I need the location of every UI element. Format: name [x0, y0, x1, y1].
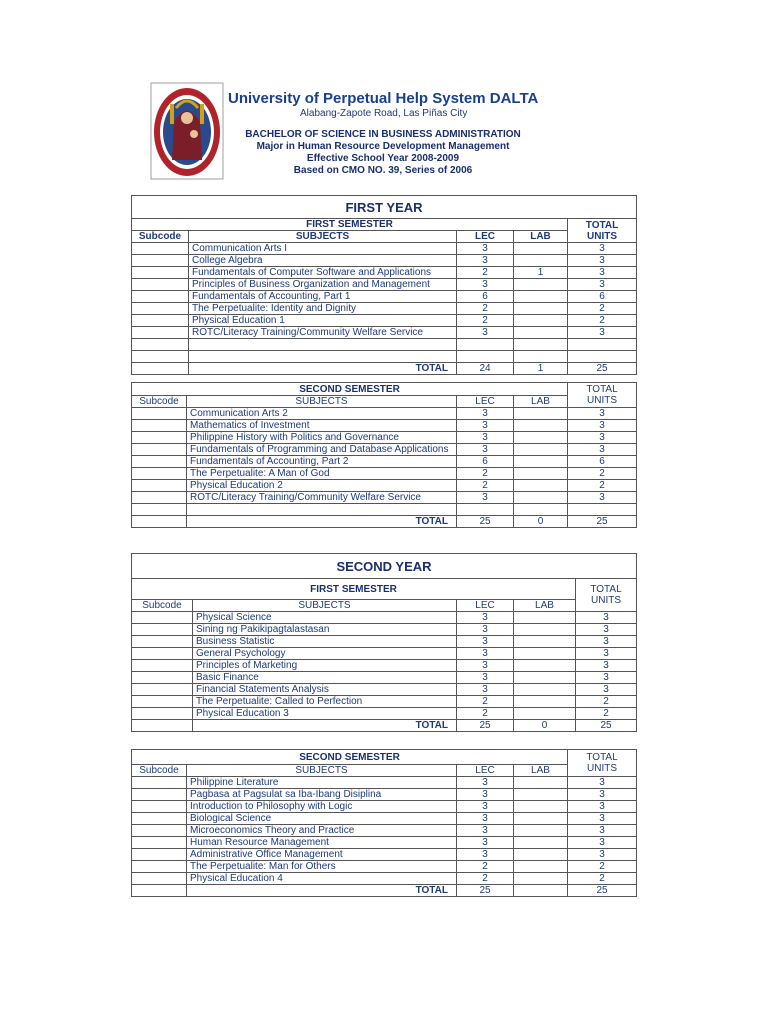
- subject-cell: Business Statistic: [193, 636, 457, 648]
- table-row: [132, 660, 637, 672]
- table-row: [132, 291, 637, 303]
- subject-cell: Philippine History with Politics and Governance: [187, 432, 457, 444]
- cmo-basis: Based on CMO NO. 39, Series of 2006: [293, 165, 473, 176]
- subject-cell: Principles of Marketing: [193, 660, 457, 672]
- total-units: 25: [568, 516, 637, 528]
- subcode-cell: [132, 684, 193, 696]
- lec-cell: 3: [457, 789, 514, 801]
- subcode-cell: [132, 861, 187, 873]
- total-units: 25: [576, 720, 637, 732]
- year-title: SECOND YEAR: [132, 554, 637, 579]
- total-label: TOTAL: [187, 885, 457, 897]
- lec-cell: 3: [457, 279, 514, 291]
- lab-cell: [514, 468, 568, 480]
- subjects-header: SUBJECTS: [187, 765, 457, 777]
- units-cell: 2: [568, 861, 637, 873]
- lec-cell: 3: [457, 420, 514, 432]
- table-row: [132, 624, 637, 636]
- total-units-header: TOTAL UNITS: [576, 579, 637, 612]
- subcode-cell: [132, 279, 189, 291]
- lab-cell: [514, 444, 568, 456]
- subjects-header: SUBJECTS: [193, 600, 457, 612]
- subject-cell: Fundamentals of Programming and Database Applications: [187, 444, 457, 456]
- subject-cell: College Algebra: [189, 255, 457, 267]
- lab-cell: [514, 624, 576, 636]
- table-row: [132, 873, 637, 885]
- semester-title: SECOND SEMESTER: [132, 383, 568, 396]
- units-cell: 3: [568, 801, 637, 813]
- subject-cell: The Perpetualite: Called to Perfection: [193, 696, 457, 708]
- lec-cell: 6: [457, 456, 514, 468]
- lec-cell: 3: [457, 777, 514, 789]
- lec-cell: 3: [457, 801, 514, 813]
- total-lec: 24: [457, 363, 514, 375]
- subject-cell: Physical Education 3: [193, 708, 457, 720]
- subcode-cell: [132, 516, 187, 528]
- units-cell: 3: [568, 444, 637, 456]
- units-cell: 3: [568, 432, 637, 444]
- subject-cell: Fundamentals of Accounting, Part 1: [189, 291, 457, 303]
- lab-cell: [514, 315, 568, 327]
- units-cell: 3: [568, 267, 637, 279]
- blank-cell: [457, 339, 514, 351]
- subcode-cell: [132, 291, 189, 303]
- lab-cell: [514, 777, 568, 789]
- lec-cell: 3: [457, 825, 514, 837]
- total-label: TOTAL: [187, 516, 457, 528]
- units-cell: 2: [568, 315, 637, 327]
- lec-cell: 2: [457, 696, 514, 708]
- subject-cell: Mathematics of Investment: [187, 420, 457, 432]
- first-year-second-semester-table: [131, 382, 637, 528]
- subcode-cell: [132, 243, 189, 255]
- subcode-cell: [132, 315, 189, 327]
- subcode-cell: [132, 873, 187, 885]
- blank-cell: [514, 504, 568, 516]
- table-row: [132, 408, 637, 420]
- units-cell: 3: [568, 279, 637, 291]
- subcode-cell: [132, 837, 187, 849]
- subcode-cell: [132, 708, 193, 720]
- table-row: [132, 255, 637, 267]
- blank-row: [132, 339, 637, 351]
- subcode-cell: [132, 648, 193, 660]
- lab-cell: [514, 813, 568, 825]
- table-row: [132, 636, 637, 648]
- lec-cell: 2: [457, 468, 514, 480]
- lec-cell: 6: [457, 291, 514, 303]
- table-row: [132, 420, 637, 432]
- subcode-cell: [132, 456, 187, 468]
- units-cell: 3: [568, 825, 637, 837]
- table-row: [132, 813, 637, 825]
- total-lab: 1: [514, 363, 568, 375]
- units-cell: 3: [576, 624, 637, 636]
- subcode-cell: [132, 696, 193, 708]
- lab-cell: [514, 660, 576, 672]
- units-cell: 3: [568, 420, 637, 432]
- units-cell: 2: [576, 708, 637, 720]
- total-units-header: TOTAL UNITS: [568, 383, 637, 408]
- subject-cell: Physical Education 2: [187, 480, 457, 492]
- lec-cell: 3: [457, 612, 514, 624]
- subcode-cell: [132, 777, 187, 789]
- blank-cell: [189, 351, 457, 363]
- lec-cell: 3: [457, 243, 514, 255]
- subject-cell: Physical Education 4: [187, 873, 457, 885]
- table-row: [132, 243, 637, 255]
- blank-cell: [132, 504, 187, 516]
- lab-cell: [514, 825, 568, 837]
- lec-cell: 3: [457, 660, 514, 672]
- lab-cell: [514, 708, 576, 720]
- units-cell: 3: [576, 672, 637, 684]
- table-row: [132, 327, 637, 339]
- blank-row: [132, 351, 637, 363]
- table-row: [132, 456, 637, 468]
- lab-cell: [514, 480, 568, 492]
- table-row: [132, 444, 637, 456]
- subject-cell: General Psychology: [193, 648, 457, 660]
- lab-cell: [514, 873, 568, 885]
- semester-title: FIRST SEMESTER: [132, 579, 576, 600]
- lab-cell: [514, 789, 568, 801]
- lec-header: LEC: [457, 765, 514, 777]
- subcode-cell: [132, 480, 187, 492]
- units-cell: 3: [576, 684, 637, 696]
- subcode-cell: [132, 624, 193, 636]
- lec-cell: 2: [457, 267, 514, 279]
- subcode-cell: [132, 267, 189, 279]
- total-lab: 0: [514, 516, 568, 528]
- table-row: [132, 684, 637, 696]
- total-row: [132, 720, 637, 732]
- subcode-header: Subcode: [132, 765, 187, 777]
- units-cell: 3: [568, 492, 637, 504]
- subcode-cell: [132, 492, 187, 504]
- table-row: [132, 837, 637, 849]
- lab-cell: [514, 684, 576, 696]
- university-name: University of Perpetual Help System DALTA: [228, 90, 539, 107]
- table-row: [132, 267, 637, 279]
- lab-cell: [514, 636, 576, 648]
- units-cell: 2: [568, 480, 637, 492]
- lec-cell: 3: [457, 684, 514, 696]
- blank-cell: [568, 504, 637, 516]
- year-title: FIRST YEAR: [132, 196, 637, 219]
- document-header: [150, 82, 640, 182]
- total-row: [132, 885, 637, 897]
- first-year-first-semester-table: [131, 195, 637, 375]
- subject-cell: Philippine Literature: [187, 777, 457, 789]
- lec-cell: 3: [457, 255, 514, 267]
- blank-cell: [132, 339, 189, 351]
- units-cell: 3: [568, 327, 637, 339]
- subcode-cell: [132, 801, 187, 813]
- units-cell: 3: [576, 612, 637, 624]
- lec-cell: 3: [457, 492, 514, 504]
- blank-row: [132, 504, 637, 516]
- lab-cell: [514, 696, 576, 708]
- total-lec: 25: [457, 885, 514, 897]
- lab-cell: [514, 279, 568, 291]
- subcode-cell: [132, 327, 189, 339]
- subcode-cell: [132, 789, 187, 801]
- table-row: [132, 696, 637, 708]
- subcode-cell: [132, 636, 193, 648]
- units-cell: 2: [568, 303, 637, 315]
- total-units: 25: [568, 885, 637, 897]
- units-cell: 3: [568, 813, 637, 825]
- table-row: [132, 279, 637, 291]
- total-row: [132, 516, 637, 528]
- lec-cell: 2: [457, 708, 514, 720]
- subject-cell: Pagbasa at Pagsulat sa Iba-Ibang Disiplina: [187, 789, 457, 801]
- lec-cell: 2: [457, 861, 514, 873]
- table-row: [132, 315, 637, 327]
- table-row: [132, 672, 637, 684]
- units-cell: 3: [568, 243, 637, 255]
- lec-cell: 3: [457, 432, 514, 444]
- lec-cell: 3: [457, 672, 514, 684]
- blank-cell: [189, 339, 457, 351]
- subcode-cell: [132, 885, 187, 897]
- subcode-cell: [132, 444, 187, 456]
- lec-header: LEC: [457, 396, 514, 408]
- table-row: [132, 468, 637, 480]
- units-cell: 3: [576, 636, 637, 648]
- subject-cell: Human Resource Management: [187, 837, 457, 849]
- units-cell: 3: [568, 255, 637, 267]
- subcode-cell: [132, 660, 193, 672]
- table-row: [132, 708, 637, 720]
- subject-cell: Fundamentals of Accounting, Part 2: [187, 456, 457, 468]
- subjects-header: SUBJECTS: [189, 231, 457, 243]
- blank-cell: [187, 504, 457, 516]
- subcode-cell: [132, 363, 189, 375]
- subject-cell: ROTC/Literacy Training/Community Welfare Service: [189, 327, 457, 339]
- semester-title: FIRST SEMESTER: [132, 219, 568, 231]
- table-row: [132, 801, 637, 813]
- lec-cell: 3: [457, 813, 514, 825]
- blank-cell: [568, 351, 637, 363]
- subject-cell: ROTC/Literacy Training/Community Welfare Service: [187, 492, 457, 504]
- units-cell: 3: [568, 849, 637, 861]
- table-row: [132, 777, 637, 789]
- lab-header: LAB: [514, 600, 576, 612]
- lab-cell: [514, 456, 568, 468]
- lec-cell: 2: [457, 873, 514, 885]
- total-row: [132, 363, 637, 375]
- lab-header: LAB: [514, 765, 568, 777]
- semester-title: SECOND SEMESTER: [132, 750, 568, 765]
- lec-cell: 3: [457, 444, 514, 456]
- total-units-header: TOTAL UNITS: [568, 219, 637, 243]
- units-cell: 2: [568, 873, 637, 885]
- lab-cell: [514, 408, 568, 420]
- lab-cell: [514, 801, 568, 813]
- subject-cell: Financial Statements Analysis: [193, 684, 457, 696]
- lab-cell: [514, 837, 568, 849]
- lab-cell: [514, 612, 576, 624]
- lec-cell: 2: [457, 303, 514, 315]
- units-cell: 3: [576, 660, 637, 672]
- subcode-cell: [132, 813, 187, 825]
- lab-cell: [514, 861, 568, 873]
- subjects-header: SUBJECTS: [187, 396, 457, 408]
- blank-cell: [568, 339, 637, 351]
- subject-cell: Administrative Office Management: [187, 849, 457, 861]
- subcode-header: Subcode: [132, 231, 189, 243]
- subcode-cell: [132, 849, 187, 861]
- subject-cell: The Perpetualite: Identity and Dignity: [189, 303, 457, 315]
- units-cell: 3: [576, 648, 637, 660]
- subcode-cell: [132, 420, 187, 432]
- effective-year: Effective School Year 2008-2009: [306, 153, 460, 164]
- subject-cell: Introduction to Philosophy with Logic: [187, 801, 457, 813]
- lec-cell: 3: [457, 624, 514, 636]
- table-row: [132, 849, 637, 861]
- lec-cell: 3: [457, 837, 514, 849]
- subject-cell: Biological Science: [187, 813, 457, 825]
- table-row: [132, 789, 637, 801]
- lab-cell: [514, 255, 568, 267]
- second-year-second-semester-table: [131, 749, 637, 897]
- university-address: Alabang-Zapote Road, Las Piñas City: [300, 108, 468, 119]
- lec-cell: 3: [457, 648, 514, 660]
- total-units: 25: [568, 363, 637, 375]
- lec-cell: 3: [457, 636, 514, 648]
- subject-cell: Communication Arts I: [189, 243, 457, 255]
- table-row: [132, 612, 637, 624]
- total-lab: 0: [514, 720, 576, 732]
- units-cell: 3: [568, 837, 637, 849]
- total-lec: 25: [457, 516, 514, 528]
- subject-cell: Communication Arts 2: [187, 408, 457, 420]
- total-units-header: TOTAL UNITS: [568, 750, 637, 777]
- table-row: [132, 480, 637, 492]
- subject-cell: Microeconomics Theory and Practice: [187, 825, 457, 837]
- units-cell: 3: [568, 777, 637, 789]
- lab-cell: [514, 849, 568, 861]
- lab-cell: [514, 492, 568, 504]
- subcode-cell: [132, 303, 189, 315]
- blank-cell: [457, 504, 514, 516]
- total-lab: [514, 885, 568, 897]
- lab-cell: [514, 432, 568, 444]
- units-cell: 6: [568, 291, 637, 303]
- subcode-cell: [132, 672, 193, 684]
- table-row: [132, 648, 637, 660]
- table-row: [132, 825, 637, 837]
- subcode-cell: [132, 612, 193, 624]
- lec-header: LEC: [457, 600, 514, 612]
- subcode-cell: [132, 432, 187, 444]
- units-cell: 3: [568, 408, 637, 420]
- lab-header: LAB: [514, 396, 568, 408]
- units-cell: 2: [576, 696, 637, 708]
- program-title: BACHELOR OF SCIENCE IN BUSINESS ADMINISTRATION: [245, 129, 521, 140]
- table-row: [132, 432, 637, 444]
- subcode-cell: [132, 720, 193, 732]
- lab-cell: [514, 420, 568, 432]
- lab-cell: [514, 648, 576, 660]
- table-row: [132, 861, 637, 873]
- subject-cell: The Perpetualite: Man for Others: [187, 861, 457, 873]
- subcode-cell: [132, 468, 187, 480]
- table-row: [132, 492, 637, 504]
- total-label: TOTAL: [189, 363, 457, 375]
- lec-cell: 3: [457, 849, 514, 861]
- lec-cell: 3: [457, 327, 514, 339]
- subject-cell: Sining ng Pakikipagtalastasan: [193, 624, 457, 636]
- lec-cell: 2: [457, 315, 514, 327]
- subject-cell: The Perpetualite: A Man of God: [187, 468, 457, 480]
- units-cell: 2: [568, 468, 637, 480]
- subject-cell: Physical Science: [193, 612, 457, 624]
- lab-cell: 1: [514, 267, 568, 279]
- blank-cell: [457, 351, 514, 363]
- lab-cell: [514, 672, 576, 684]
- subcode-header: Subcode: [132, 396, 187, 408]
- subcode-header: Subcode: [132, 600, 193, 612]
- table-row: [132, 303, 637, 315]
- subject-cell: Principles of Business Organization and Management: [189, 279, 457, 291]
- subject-cell: Fundamentals of Computer Software and Applications: [189, 267, 457, 279]
- second-year-first-semester-table: [131, 553, 637, 732]
- lec-cell: 2: [457, 480, 514, 492]
- lec-header: LEC: [457, 231, 514, 243]
- subject-cell: Basic Finance: [193, 672, 457, 684]
- subcode-cell: [132, 408, 187, 420]
- lab-cell: [514, 303, 568, 315]
- lab-cell: [514, 327, 568, 339]
- major-title: Major in Human Resource Development Management: [256, 141, 510, 152]
- blank-cell: [132, 351, 189, 363]
- total-label: TOTAL: [193, 720, 457, 732]
- subcode-cell: [132, 255, 189, 267]
- blank-cell: [514, 351, 568, 363]
- total-lec: 25: [457, 720, 514, 732]
- blank-cell: [514, 339, 568, 351]
- lab-cell: [514, 243, 568, 255]
- lab-cell: [514, 291, 568, 303]
- subcode-cell: [132, 825, 187, 837]
- subject-cell: Physical Education 1: [189, 315, 457, 327]
- units-cell: 6: [568, 456, 637, 468]
- units-cell: 3: [568, 789, 637, 801]
- lec-cell: 3: [457, 408, 514, 420]
- lab-header: LAB: [514, 231, 568, 243]
